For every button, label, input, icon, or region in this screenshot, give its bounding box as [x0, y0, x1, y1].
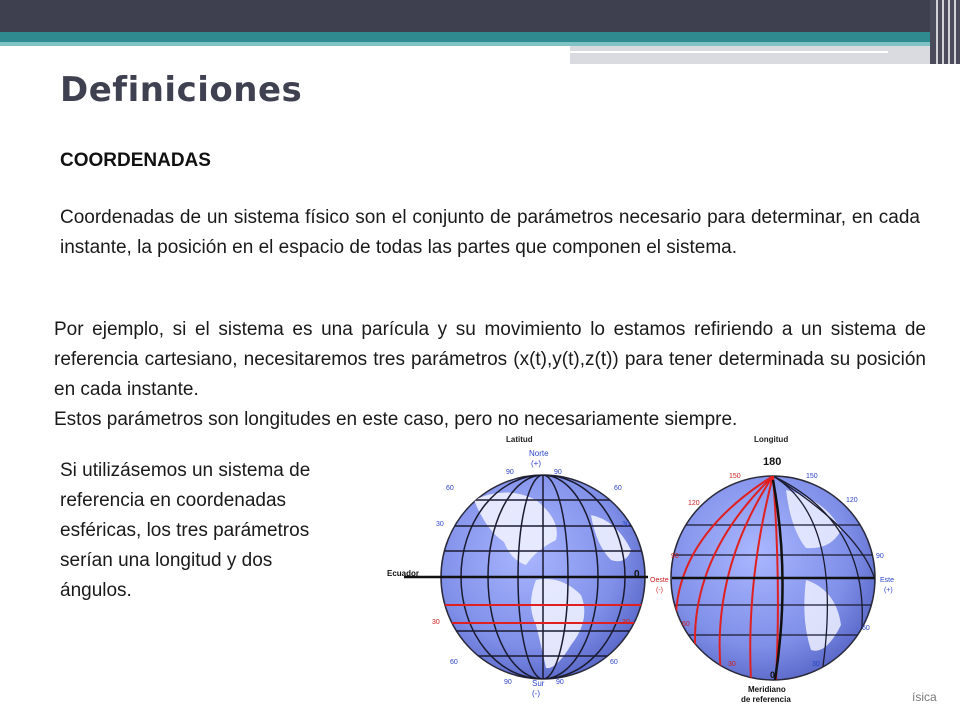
west-sign: (-) [656, 587, 663, 594]
lat-label-60s-left: 60 [450, 659, 458, 666]
east-label: Este [880, 577, 895, 584]
south-sign: (-) [532, 689, 540, 698]
corner-decoration [930, 0, 960, 64]
lat-label-30-right: 30 [622, 521, 630, 528]
lat-label-90s-left: 90 [504, 679, 512, 686]
south-label: Sur [532, 679, 545, 688]
header-white-line [570, 51, 888, 53]
lon-label-120-west: 120 [688, 500, 700, 507]
lon-label-90-east: 90 [876, 553, 884, 560]
north-sign: (+) [531, 459, 541, 468]
equator-label: Ecuador [387, 569, 420, 578]
example-paragraph [54, 315, 926, 435]
meridian-label-line1: Meridiano [748, 685, 786, 694]
east-sign: (+) [884, 587, 893, 594]
accent-band [0, 32, 930, 42]
lon-label-60-east: 60 [862, 625, 870, 632]
longitude-globe [650, 435, 894, 704]
lon-label-60-west: 60 [682, 621, 690, 628]
meridian-label-line2: de referencia [741, 695, 791, 704]
example-text: Por ejemplo, si el sistema es una parícula y su movimiento lo estamos refiriendo a un sistema de referencia cartesiano, necesitaremos tres parámetros (x(t),y(t),z(t)) para tener determinada su posición en cada instante. [54, 319, 926, 400]
slide-title: Definiciones [60, 70, 303, 110]
lat-label-60s-right: 60 [610, 659, 618, 666]
section-heading: COORDENADAS [60, 150, 211, 171]
top-bar [0, 0, 960, 32]
lat-label-90s-right: 90 [556, 679, 564, 686]
lon-label-150-east: 150 [806, 473, 818, 480]
example-note: Estos parámetros son longitudes en este caso, pero no necesariamente siempre. [54, 409, 738, 430]
lat-label-90-right: 90 [554, 469, 562, 476]
left-zero-label: 0 [634, 569, 640, 580]
lon-label-30-east: 30 [812, 661, 820, 668]
west-label: Oeste [650, 577, 669, 584]
longitude-title: Longitud [754, 435, 789, 444]
lat-label-30s-left: 30 [432, 619, 440, 626]
north-label: Norte [529, 449, 549, 458]
lon-label-120-east: 120 [846, 497, 858, 504]
latitude-globe [387, 435, 666, 698]
lat-label-30s-right: 30 [622, 619, 630, 626]
lat-label-60-left: 60 [446, 485, 454, 492]
lon-label-180: 180 [763, 456, 782, 468]
lat-label-30-left: 30 [436, 521, 444, 528]
definition-paragraph: Coordenadas de un sistema físico son el conjunto de parámetros necesario para determinar, en cada instante, la posición en el espacio de todas las partes que componen el sistema. [60, 207, 920, 258]
footer-text: ísica [912, 690, 937, 704]
lon-label-150-west: 150 [729, 473, 741, 480]
globe-figure [386, 430, 920, 712]
spherical-paragraph: Si utilizásemos un sistema de referencia en coordenadas esféricas, los tres parámetros serían una longitud y dos ángulos. [60, 460, 311, 601]
header-grey-band [570, 46, 930, 64]
lon-label-90-west: 90 [671, 553, 679, 560]
latitude-title: Latitud [506, 435, 533, 444]
right-zero-label: 0 [770, 670, 776, 680]
lat-label-90-left: 90 [506, 469, 514, 476]
lon-label-30-west: 30 [728, 661, 736, 668]
lat-label-60-right: 60 [614, 485, 622, 492]
